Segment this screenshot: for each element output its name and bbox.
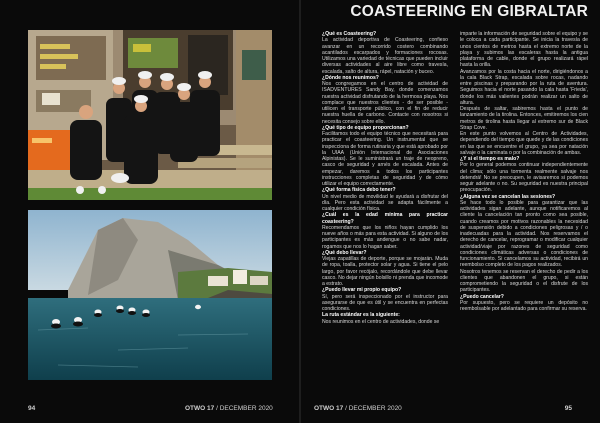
article-question: ¿Y si el tiempo es malo?	[460, 156, 520, 162]
article-question: ¿Qué debo llevar?	[322, 249, 367, 256]
article-question: ¿Qué forma física debo tener?	[322, 187, 396, 194]
article-paragraph: Viejas zapatillas de deporte, porque se mojarán. Muda de ropa, toalla, protector solar y agua. Si tiene el pelo largo, por favor recójalo, recordándole que debe llevar casco. No dejar ningún bolsillo ni prenda que incomode a estrato.	[322, 256, 448, 287]
article-question: ¿Cuál es la edad mínima para practicar coasteering?	[322, 212, 448, 225]
left-footer-mag	[185, 405, 273, 412]
article-paragraph: Se hace todo lo posible para garantizar que las actividades sigan adelante, aunque notificaremos al cliente la cancelación tan pronto como sea posible, cuando creamos por motivos razonables la necesidad de suspensión debido a condiciones peligrosas y / o inadecuadas para la actividad. Nos reservamos el derecho de cancelar, reprogramar o modificar cualquier actividad/viaje por razones de seguridad como condiciones climáticas adversas o condiciones de funcionamiento. Si cancelamos su actividad, recibirá un reembolso completo de los pagos realizados.	[460, 199, 588, 269]
right-footer-date: / DECEMBER 2020	[345, 405, 402, 412]
sea-photo-image	[28, 210, 272, 380]
article-question: ¿Qué es Coasteering?	[322, 31, 377, 37]
article-question: ¿Alguna vez se cancelan las sesiones?	[460, 193, 556, 200]
text-column-2	[460, 31, 588, 386]
article-question: ¿Dónde nos reunimos?	[322, 74, 379, 81]
right-footer-mag	[314, 405, 402, 412]
page-gutter	[299, 0, 301, 423]
article-paragraph: La actividad deportiva de Coasteering, confieso avanzar en un recorrido costero combinando acantilados escarpados y formaciones rocosas. Utilizamos una variedad de técnicas que pueden incluir diversas actividades al aire libre como travesía, escalada, salto de altura, rápel, natación y buceo.	[322, 37, 448, 75]
article-paragraph: Un nivel medio de movilidad le ayudará a disfrutar del día. Pero esta actividad se adapta fácilmente a cualquier condición física.	[322, 193, 448, 212]
article-question: La ruta estándar es la siguiente:	[322, 312, 400, 319]
right-footer-mag-name: OTWO 17	[314, 405, 344, 412]
article-question: ¿Puedo cancelar?	[460, 293, 504, 300]
article-paragraph: Por supuesto, pero se requiere un depósito no reembolsable por adelantado para confirmar su reserva.	[460, 299, 588, 312]
article-paragraph: Facilitamos todo el equipo técnico que necesitará para practicar el coasteering. Un instrumental que se inspecciona de forma rutinaria y que está aprobado por la UIAA (Unión Internacional de Asociaciones Alpinistas). Se le suministrará un traje de neopreno, casco de seguridad y arnés de escalada. Antes de empezar, daremos a todos los participantes instrucciones completas de seguridad y de cómo utilizar el equipo correctamente.	[322, 131, 448, 187]
sea-photo	[28, 210, 272, 380]
group-photo-image	[28, 30, 272, 200]
article-paragraph: Sí, pero será inspeccionado por el instructor para asegurarse de que es útil y se encuentra en perfectas condiciones.	[322, 293, 448, 312]
article-paragraph: Avanzamos por la costa hacia el norte, dirigiéndonos a la cala Black Strap, escalada sobre rocas, nadando entre piscinas y preparando por la ruta de aventura. Seguimos hacia el norte pasando la cala hasta 'Frieda', donde los más valientes podrán realizar un salto de altura.	[460, 68, 588, 106]
left-footer-date: / DECEMBER 2020	[216, 405, 273, 412]
article-paragraph: En este punto volvemos al Centro de Actividades, dependiendo del tiempo que quede y de las condiciones en las que se encuentre el grupo, ya sea por natación salvaje o la caminata o por la combinación de ambas.	[460, 131, 588, 156]
article-title: COASTEERING EN GIBRALTAR	[350, 3, 588, 20]
article-paragraph: Después de saltar, sabiremos hasta el punto de lanzamiento de la tirolina. Entonces, emitiremos los cien metros de tirolina hasta llegar al extremo sur de Black Strap Cove.	[460, 106, 588, 131]
article-paragraph: Nos congregamos en el centro de actividad de ISADVENTURES Sandy Bay, donde comenzamos nuestra actividad disfrutando de la hermosa playa. Nos complace que nuestros clientes - de ser posible - utilicen el transporte público, con el fin de reducir nuestra huella de carbono. Contacte con nosotros si necesita consejo sobre ello.	[322, 81, 448, 125]
left-footer-mag-name: OTWO 17	[185, 405, 215, 412]
article-paragraph: Recomendamos que los niños hayan cumplido los nueve años o más para esta actividad. Si alguno de los participantes es más andengue o no sabe nadar, rogamos que nos lo hagan saber.	[322, 224, 448, 250]
left-page-number: 94	[28, 405, 36, 412]
article-question: ¿Qué tipo de equipo proporcionan?	[322, 124, 409, 131]
article-paragraph: Nosotros tenemos se reservan el derecho de pedir a los clientes que abandonen el grupo, si están comprometiendo la seguridad o el disfrute de los participantes.	[460, 268, 588, 294]
article-question: ¿Puedo llevar mi propio equipo?	[322, 287, 402, 294]
article-paragraph: imparte la información de seguridad sobre el equipo y se le coloca a cada participante. Se inicia la travesía de unos cientos de metros hasta el extremo norte de la playa y subimos las escaleras hasta la antigua plataforma de cable, donde el grupo realizará rápel hasta la orilla.	[460, 31, 588, 69]
text-column-1	[322, 31, 448, 386]
article-paragraph: Por lo general podemos continuar independientemente del clima; sólo una tormenta realmente salvaje nos detendrá! No se preocupen, le avisaremos si podemos seguir adelante o no. Su seguridad es nuestra principal preocupación.	[460, 162, 588, 194]
group-photo	[28, 30, 272, 200]
article-paragraph: Nos reunimos en el centro de actividades, donde se	[322, 318, 440, 325]
right-page-number: 95	[564, 405, 572, 412]
